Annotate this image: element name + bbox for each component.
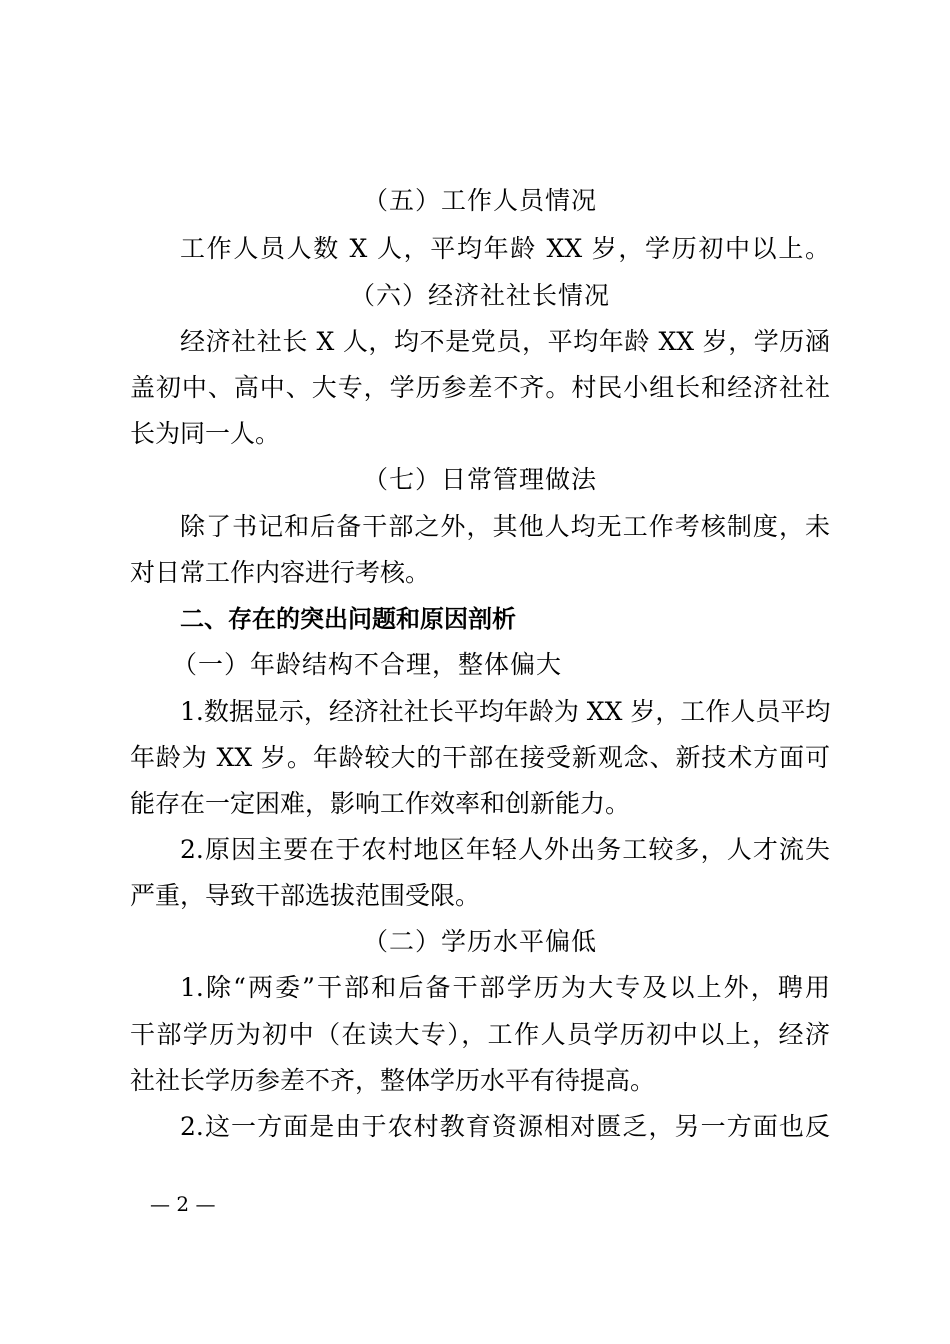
section-7-line-1: 除了书记和后备干部之外，其他人均无工作考核制度，未 — [180, 512, 830, 541]
subsection-2-p2-line-1: 2.这一方面是由于农村教育资源相对匮乏，另一方面也反 — [180, 1112, 830, 1141]
page-number: — 2 — — [150, 1192, 216, 1216]
part-2-heading: 二、存在的突出问题和原因剖析 — [180, 605, 516, 633]
section-heading-6: （六）经济社社长情况 — [349, 281, 610, 310]
section-6-line-3: 长为同一人。 — [130, 419, 281, 448]
section-5-paragraph: 工作人员人数 X 人，平均年龄 XX 岁，学历初中以上。 — [180, 234, 830, 263]
subsection-1-p2-line-1: 2.原因主要在于农村地区年轻人外出务工较多，人才流失 — [180, 835, 830, 864]
section-heading-5: （五）工作人员情况 — [362, 186, 597, 215]
section-heading-7: （七）日常管理做法 — [362, 465, 597, 494]
subsection-1-p1-line-1: 1.数据显示，经济社社长平均年龄为 XX 岁，工作人员平均 — [180, 697, 830, 726]
subsection-1-heading: （一）年龄结构不合理，整体偏大 — [172, 650, 563, 679]
subsection-2-p1-line-3: 社社长学历参差不齐，整体学历水平有待提高。 — [130, 1066, 656, 1095]
subsection-1-p1-line-2: 年龄为 XX 岁。年龄较大的干部在接受新观念、新技术方面可 — [130, 743, 830, 772]
subsection-2-p1-line-1: 1.除“两委”干部和后备干部学历为大专及以上外，聘用 — [180, 973, 830, 1002]
subsection-2-p1-line-2: 干部学历为初中（在读大专），工作人员学历初中以上，经济 — [130, 1020, 830, 1049]
subsection-1-p1-line-3: 能存在一定困难，影响工作效率和创新能力。 — [130, 789, 631, 818]
section-7-line-2: 对日常工作内容进行考核。 — [130, 558, 431, 587]
section-6-line-2: 盖初中、高中、大专，学历参差不齐。村民小组长和经济社社 — [130, 373, 830, 402]
section-6-line-1: 经济社社长 X 人，均不是党员，平均年龄 XX 岁，学历涵 — [180, 327, 830, 356]
subsection-1-p2-line-2: 严重，导致干部选拔范围受限。 — [130, 881, 481, 910]
subsection-2-heading: （二）学历水平偏低 — [362, 927, 597, 956]
